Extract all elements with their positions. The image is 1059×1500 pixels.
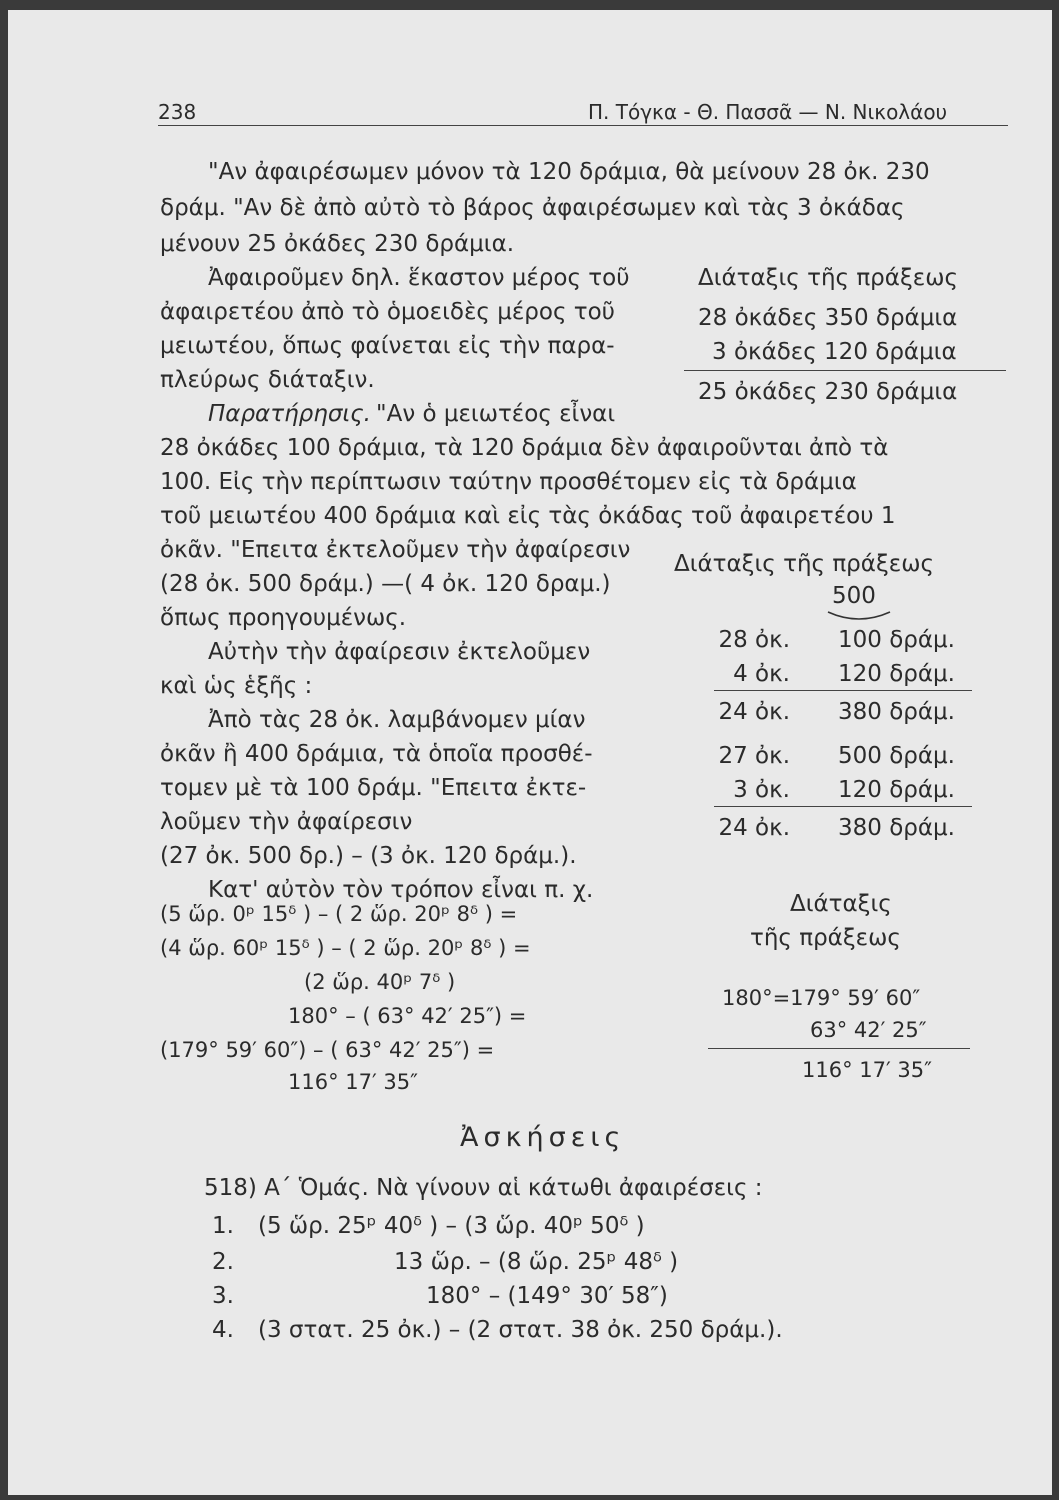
text-line: ὅπως προηγουμένως. (160, 605, 407, 631)
layout-okades: 24 ὀκ. (718, 699, 790, 725)
text-line: Ἀπὸ τὰς 28 ὀκ. λαμβάνομεν μίαν (208, 707, 586, 733)
exercise-number: 3. (212, 1283, 234, 1309)
layout-row: 28 ὀκάδες 350 δράμια (698, 305, 958, 331)
borrowed-value: 500 (832, 583, 876, 609)
text-line: (28 ὀκ. 500 δράμ.) —( 4 ὀκ. 120 δραμ.) (160, 571, 611, 597)
layout-dramia: 380 δράμ. (838, 815, 955, 841)
text-line: δράμ. "Αν δὲ ἀπὸ αὐτὸ τὸ βάρος ἀφαιρέσωμεν καὶ τὰς 3 ὀκάδας (160, 195, 905, 221)
exercise-expression: (3 στατ. 25 ὀκ.) – (2 στατ. 38 ὀκ. 250 δράμ.). (258, 1317, 783, 1343)
exercise-intro: 518) Α΄ Ὁμάς. Νὰ γίνουν αἱ κάτωθι ἀφαιρέσεις : (204, 1175, 763, 1201)
layout-dramia: 100 δράμ. (838, 627, 955, 653)
text-line: Ἀφαιροῦμεν δηλ. ἕκαστον μέρος τοῦ (208, 265, 630, 291)
text-line: 28 ὀκάδες 100 δράμια, τὰ 120 δράμια δὲν ἀφαιροῦνται ἀπὸ τὰ (160, 435, 889, 461)
text-line: τομεν μὲ τὰ 100 δράμ. "Επειτα ἐκτε- (160, 775, 587, 801)
math-line: 116° 17′ 35″ (288, 1070, 418, 1094)
layout-okades: 28 ὀκ. (718, 627, 790, 653)
text-line: ἀφαιρετέου ἀπὸ τὸ ὁμοειδὲς μέρος τοῦ (160, 299, 615, 325)
exercises-heading: Ἀσκήσεις (460, 1122, 626, 1153)
text-line: καὶ ὡς ἑξῆς : (160, 673, 313, 699)
layout-title: τῆς πράξεως (750, 925, 901, 951)
exercise-number: 4. (212, 1317, 234, 1343)
math-line: (2 ὥρ. 40ᵖ 7ᵟ ) (304, 970, 456, 994)
exercise-expression: (5 ὥρ. 25ᵖ 40ᵟ ) – (3 ὥρ. 40ᵖ 50ᵟ ) (258, 1213, 645, 1239)
layout-okades: 27 ὀκ. (718, 743, 790, 769)
layout-row: 116° 17′ 35″ (802, 1058, 932, 1082)
sum-rule (684, 370, 1006, 371)
text-line: "Αν ἀφαιρέσωμεν μόνον τὰ 120 δράμια, θὰ μείνουν 28 ὀκ. 230 (208, 159, 930, 185)
exercise-number: 1. (212, 1213, 234, 1239)
text-line: μένουν 25 ὀκάδες 230 δράμια. (160, 231, 515, 257)
exercise-expression: 180° – (149° 30′ 58″) (426, 1283, 668, 1309)
exercise-number: 2. (212, 1249, 234, 1275)
layout-title: Διάταξις τῆς πράξεως (698, 265, 958, 291)
layout-dramia: 500 δράμ. (838, 743, 955, 769)
sum-rule (714, 806, 972, 807)
math-line: (179° 59′ 60″) – ( 63° 42′ 25″) = (160, 1038, 495, 1062)
text-line: (27 ὀκ. 500 δρ.) – (3 ὀκ. 120 δράμ.). (160, 843, 577, 869)
brace-mark (826, 610, 892, 624)
layout-title: Διάταξις τῆς πράξεως (674, 551, 934, 577)
layout-okades: 3 ὀκ. (733, 777, 790, 803)
sum-rule (708, 1048, 970, 1049)
text-line: ὀκᾶν. "Επειτα ἐκτελοῦμεν τὴν ἀφαίρεσιν (160, 537, 631, 563)
sum-rule (714, 690, 972, 691)
text-line: λοῦμεν τὴν ἀφαίρεσιν (160, 809, 413, 835)
text-line: "Αν ὁ μειωτέος εἶναι (376, 401, 616, 427)
layout-dramia: 380 δράμ. (838, 699, 955, 725)
text-line: πλεύρως διάταξιν. (160, 367, 375, 393)
layout-row: 25 ὀκάδες 230 δράμια (698, 379, 958, 405)
math-line: (4 ὥρ. 60ᵖ 15ᵟ ) – ( 2 ὥρ. 20ᵖ 8ᵟ ) = (160, 936, 531, 960)
layout-row: 3 ὀκάδες 120 δράμια (712, 339, 957, 365)
text-line: 100. Εἰς τὴν περίπτωσιν ταύτην προσθέτομεν εἰς τὰ δράμια (160, 469, 857, 495)
text-line: ὀκᾶν ἢ 400 δράμια, τὰ ὁποῖα προσθέ- (160, 741, 593, 767)
text-line: μειωτέου, ὅπως φαίνεται εἰς τὴν παρα- (160, 333, 615, 359)
remark-label: Παρατήρησις. (208, 401, 371, 427)
book-page (8, 10, 1052, 1495)
layout-okades: 4 ὀκ. (733, 661, 790, 687)
layout-row: 63° 42′ 25″ (810, 1018, 927, 1042)
header-rule (158, 125, 1008, 126)
layout-title: Διάταξις (790, 891, 892, 917)
layout-dramia: 120 δράμ. (838, 777, 955, 803)
text-line: Κατ' αὐτὸν τὸν τρόπον εἶναι π. χ. (208, 877, 594, 903)
math-line: (5 ὥρ. 0ᵖ 15ᵟ ) – ( 2 ὥρ. 20ᵖ 8ᵟ ) = (160, 902, 518, 926)
layout-dramia: 120 δράμ. (838, 661, 955, 687)
layout-okades: 24 ὀκ. (718, 815, 790, 841)
page-number: 238 (158, 100, 197, 124)
running-header-authors: Π. Τόγκα - Θ. Πασσᾶ — Ν. Νικολάου (588, 100, 948, 124)
exercise-expression: 13 ὥρ. – (8 ὥρ. 25ᵖ 48ᵟ ) (394, 1249, 679, 1275)
text-line: τοῦ μειωτέου 400 δράμια καὶ εἰς τὰς ὀκάδας τοῦ ἀφαιρετέου 1 (160, 503, 896, 529)
math-line: 180° – ( 63° 42′ 25″) = (288, 1004, 527, 1028)
layout-row: 180°=179° 59′ 60″ (722, 986, 921, 1010)
text-line: Αὐτὴν τὴν ἀφαίρεσιν ἐκτελοῦμεν (208, 639, 591, 665)
